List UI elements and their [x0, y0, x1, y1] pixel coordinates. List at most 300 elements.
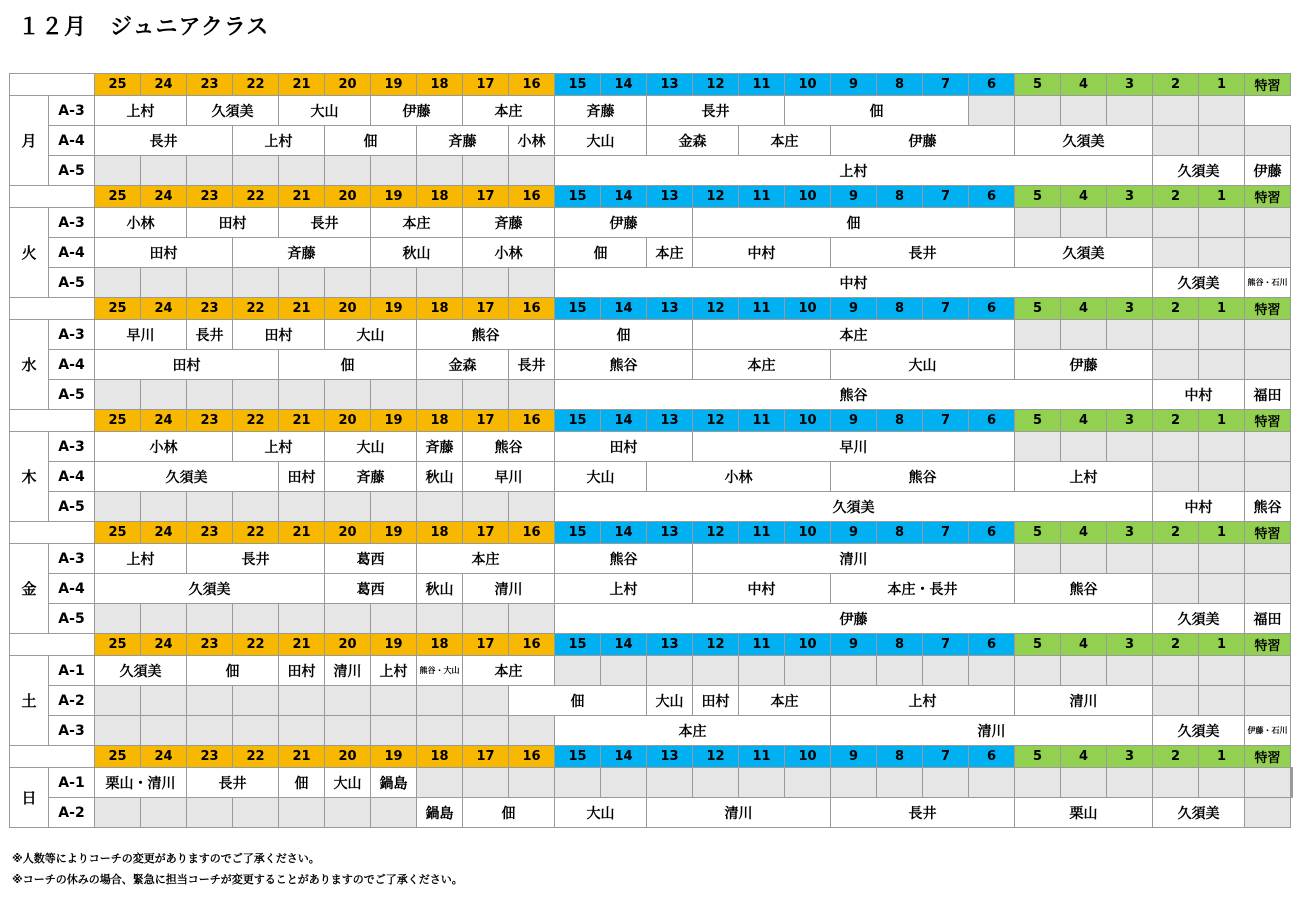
empty-cell: [141, 604, 187, 634]
empty-cell: [1199, 208, 1245, 238]
schedule-row: [10, 238, 1293, 268]
empty-cell: [1153, 574, 1199, 604]
coach-cell: 大山: [555, 462, 647, 492]
coach-cell: 中村: [693, 574, 831, 604]
coach-cell: 長井: [187, 320, 233, 350]
coach-cell: 中村: [555, 268, 1153, 298]
header-cell: 2: [1153, 634, 1199, 656]
empty-cell: [1061, 208, 1107, 238]
header-cell: 6: [969, 634, 1015, 656]
empty-cell: [1245, 768, 1291, 798]
header-cell: 8: [877, 74, 923, 96]
empty-cell: [1153, 686, 1199, 716]
empty-cell: [1199, 656, 1245, 686]
coach-cell: 葛西: [325, 544, 417, 574]
empty-cell: [1061, 768, 1107, 798]
header-cell: 12: [693, 74, 739, 96]
header-cell: 特習: [1245, 410, 1291, 432]
empty-cell: [1153, 320, 1199, 350]
header-cell: 6: [969, 522, 1015, 544]
coach-cell: 久須美: [1153, 716, 1245, 746]
empty-cell: [371, 492, 417, 522]
header-cell: 2: [1153, 746, 1199, 768]
coach-cell: 上村: [95, 544, 187, 574]
header-cell: 10: [785, 410, 831, 432]
header-cell: 4: [1061, 186, 1107, 208]
header-cell: 8: [877, 746, 923, 768]
header-cell: 21: [279, 410, 325, 432]
header-cell: 8: [877, 298, 923, 320]
coach-cell: 熊谷: [555, 350, 693, 380]
empty-cell: [509, 492, 555, 522]
header-cell: 12: [693, 634, 739, 656]
schedule-row: [10, 208, 1293, 238]
header-cell: 8: [877, 634, 923, 656]
empty-cell: [187, 492, 233, 522]
coach-cell: 小林: [95, 432, 233, 462]
header-cell: 18: [417, 186, 463, 208]
coach-cell: 長井: [831, 798, 1015, 828]
header-cell: 9: [831, 634, 877, 656]
coach-cell: 金森: [417, 350, 509, 380]
header-cell: 4: [1061, 410, 1107, 432]
header-cell: 9: [831, 522, 877, 544]
header-cell: 9: [831, 410, 877, 432]
class-label: A-5: [49, 604, 95, 634]
coach-cell: 佃: [785, 96, 969, 126]
header-cell: 12: [693, 410, 739, 432]
schedule-row: [10, 156, 1293, 186]
header-cell: 20: [325, 746, 371, 768]
header-cell: 2: [1153, 410, 1199, 432]
coach-cell: 早川: [693, 432, 1015, 462]
coach-cell: 秋山: [417, 462, 463, 492]
empty-cell: [233, 380, 279, 410]
header-cell: 5: [1015, 522, 1061, 544]
empty-cell: [969, 656, 1015, 686]
empty-cell: [1199, 462, 1245, 492]
header-row: [10, 634, 1293, 656]
header-cell: 13: [647, 74, 693, 96]
empty-cell: [969, 768, 1015, 798]
empty-cell: [1245, 208, 1291, 238]
coach-cell: 長井: [831, 238, 1015, 268]
note-line: ※コーチの休みの場合、緊急に担当コーチが変更することがありますのでご了承ください。: [12, 873, 463, 886]
schedule-row: [10, 268, 1293, 298]
coach-cell: 熊谷: [831, 462, 1015, 492]
coach-cell: 本庄: [739, 126, 831, 156]
header-blank: [10, 186, 95, 208]
header-cell: 4: [1061, 634, 1107, 656]
header-cell: 22: [233, 634, 279, 656]
coach-cell: 長井: [187, 544, 325, 574]
empty-cell: [187, 380, 233, 410]
header-row: [10, 186, 1293, 208]
coach-cell: 久須美: [187, 96, 279, 126]
coach-cell: 熊谷: [1245, 492, 1291, 522]
empty-cell: [1245, 574, 1291, 604]
coach-cell: 伊藤: [1245, 156, 1291, 186]
coach-cell: 佃: [463, 798, 555, 828]
coach-cell: 田村: [279, 462, 325, 492]
header-cell: 15: [555, 634, 601, 656]
schedule-row: [10, 492, 1293, 522]
coach-cell: 長井: [279, 208, 371, 238]
header-cell: 16: [509, 410, 555, 432]
header-cell: 2: [1153, 74, 1199, 96]
coach-cell: 上村: [1015, 462, 1153, 492]
header-cell: 12: [693, 746, 739, 768]
header-cell: 25: [95, 746, 141, 768]
header-cell: 4: [1061, 298, 1107, 320]
schedule-body: [10, 74, 1293, 828]
empty-cell: [1153, 96, 1199, 126]
header-cell: 3: [1107, 634, 1153, 656]
header-row: [10, 74, 1293, 96]
empty-cell: [279, 268, 325, 298]
header-cell: 11: [739, 74, 785, 96]
coach-cell: 大山: [325, 432, 417, 462]
schedule-row: [10, 544, 1293, 574]
header-cell: 25: [95, 410, 141, 432]
empty-cell: [187, 156, 233, 186]
header-blank: [10, 746, 95, 768]
coach-cell: 熊谷・大山: [417, 656, 463, 686]
empty-cell: [1153, 656, 1199, 686]
class-label: A-4: [49, 350, 95, 380]
empty-cell: [831, 768, 877, 798]
coach-cell: 伊藤: [371, 96, 463, 126]
header-cell: 特習: [1245, 522, 1291, 544]
empty-cell: [95, 604, 141, 634]
empty-cell: [463, 380, 509, 410]
empty-cell: [233, 492, 279, 522]
empty-cell: [141, 716, 187, 746]
empty-cell: [141, 268, 187, 298]
empty-cell: [187, 686, 233, 716]
day-label: 日: [10, 768, 49, 828]
header-cell: 23: [187, 410, 233, 432]
header-cell: 22: [233, 186, 279, 208]
header-blank: [10, 634, 95, 656]
empty-cell: [1015, 768, 1061, 798]
empty-cell: [1245, 462, 1291, 492]
header-cell: 18: [417, 298, 463, 320]
header-cell: 5: [1015, 186, 1061, 208]
empty-cell: [1245, 238, 1291, 268]
empty-cell: [1245, 544, 1291, 574]
schedule-row: [10, 432, 1293, 462]
header-cell: 6: [969, 746, 1015, 768]
coach-cell: 佃: [279, 350, 417, 380]
empty-cell: [1107, 96, 1153, 126]
coach-cell: 長井: [187, 768, 279, 798]
header-cell: 8: [877, 186, 923, 208]
coach-cell: 小林: [647, 462, 831, 492]
coach-cell: 清川: [463, 574, 555, 604]
coach-cell: 小林: [463, 238, 555, 268]
empty-cell: [233, 604, 279, 634]
header-cell: 22: [233, 298, 279, 320]
empty-cell: [1245, 432, 1291, 462]
empty-cell: [187, 604, 233, 634]
empty-cell: [141, 380, 187, 410]
header-cell: 14: [601, 522, 647, 544]
header-cell: 17: [463, 634, 509, 656]
header-cell: 6: [969, 298, 1015, 320]
class-label: A-1: [49, 768, 95, 798]
header-cell: 13: [647, 410, 693, 432]
coach-cell: 大山: [325, 320, 417, 350]
empty-cell: [95, 380, 141, 410]
day-label: 金: [10, 544, 49, 634]
empty-cell: [279, 492, 325, 522]
header-cell: 21: [279, 522, 325, 544]
header-cell: 24: [141, 746, 187, 768]
header-cell: 特習: [1245, 298, 1291, 320]
header-cell: 24: [141, 298, 187, 320]
header-cell: 1: [1199, 186, 1245, 208]
coach-cell: 上村: [555, 156, 1153, 186]
header-cell: 19: [371, 746, 417, 768]
header-cell: 4: [1061, 746, 1107, 768]
coach-cell: 久須美: [1153, 798, 1245, 828]
header-cell: 10: [785, 522, 831, 544]
empty-cell: [279, 380, 325, 410]
coach-cell: 佃: [279, 768, 325, 798]
coach-cell: 久須美: [95, 462, 279, 492]
coach-cell: 伊藤: [1015, 350, 1153, 380]
empty-cell: [463, 156, 509, 186]
empty-cell: [785, 768, 831, 798]
coach-cell: 上村: [555, 574, 693, 604]
coach-cell: 鍋島: [417, 798, 463, 828]
header-cell: 23: [187, 634, 233, 656]
header-row: [10, 746, 1293, 768]
coach-cell: 熊谷・石川: [1245, 268, 1291, 298]
header-cell: 4: [1061, 74, 1107, 96]
header-cell: 1: [1199, 298, 1245, 320]
header-cell: 18: [417, 746, 463, 768]
header-cell: 23: [187, 186, 233, 208]
header-cell: 18: [417, 634, 463, 656]
header-cell: 特習: [1245, 634, 1291, 656]
day-label: 土: [10, 656, 49, 746]
header-cell: 14: [601, 298, 647, 320]
empty-cell: [95, 798, 141, 828]
empty-cell: [1153, 544, 1199, 574]
empty-cell: [1245, 798, 1291, 828]
header-cell: 17: [463, 186, 509, 208]
empty-cell: [1107, 432, 1153, 462]
header-blank: [10, 410, 95, 432]
empty-cell: [279, 604, 325, 634]
coach-cell: 伊藤: [555, 208, 693, 238]
empty-cell: [1153, 126, 1199, 156]
header-cell: 2: [1153, 298, 1199, 320]
class-label: A-5: [49, 156, 95, 186]
class-label: A-4: [49, 238, 95, 268]
empty-cell: [279, 798, 325, 828]
empty-cell: [371, 156, 417, 186]
coach-cell: 上村: [831, 686, 1015, 716]
empty-cell: [417, 268, 463, 298]
header-cell: 5: [1015, 634, 1061, 656]
coach-cell: 中村: [1153, 492, 1245, 522]
coach-cell: 金森: [647, 126, 739, 156]
empty-cell: [693, 656, 739, 686]
header-cell: 15: [555, 522, 601, 544]
empty-cell: [1061, 432, 1107, 462]
empty-cell: [877, 656, 923, 686]
empty-cell: [555, 656, 601, 686]
empty-cell: [141, 798, 187, 828]
header-cell: 16: [509, 186, 555, 208]
header-cell: 7: [923, 298, 969, 320]
header-cell: 8: [877, 522, 923, 544]
empty-cell: [325, 716, 371, 746]
coach-cell: 本庄: [463, 656, 555, 686]
empty-cell: [325, 268, 371, 298]
coach-cell: 久須美: [1153, 604, 1245, 634]
header-cell: 3: [1107, 298, 1153, 320]
empty-cell: [325, 686, 371, 716]
coach-cell: 熊谷: [555, 380, 1153, 410]
note-line: ※人数等によりコーチの変更がありますのでご了承ください。: [12, 852, 320, 865]
empty-cell: [601, 656, 647, 686]
coach-cell: 熊谷: [1015, 574, 1153, 604]
header-cell: 21: [279, 74, 325, 96]
coach-cell: 上村: [233, 432, 325, 462]
header-cell: 13: [647, 634, 693, 656]
empty-cell: [1107, 656, 1153, 686]
empty-cell: [1015, 320, 1061, 350]
header-cell: 20: [325, 634, 371, 656]
header-cell: 3: [1107, 74, 1153, 96]
header-cell: 20: [325, 298, 371, 320]
header-cell: 9: [831, 746, 877, 768]
empty-cell: [279, 686, 325, 716]
header-cell: 10: [785, 74, 831, 96]
header-cell: 1: [1199, 634, 1245, 656]
header-cell: 16: [509, 298, 555, 320]
header-cell: 25: [95, 634, 141, 656]
coach-cell: 清川: [1015, 686, 1153, 716]
header-cell: 16: [509, 746, 555, 768]
header-cell: 18: [417, 410, 463, 432]
empty-cell: [1061, 320, 1107, 350]
header-row: [10, 410, 1293, 432]
header-cell: 15: [555, 746, 601, 768]
empty-cell: [509, 268, 555, 298]
coach-cell: 上村: [95, 96, 187, 126]
coach-cell: 本庄: [693, 350, 831, 380]
empty-cell: [509, 716, 555, 746]
header-cell: 22: [233, 410, 279, 432]
empty-cell: [1199, 686, 1245, 716]
coach-cell: 栗山・清川: [95, 768, 187, 798]
header-cell: 23: [187, 298, 233, 320]
empty-cell: [923, 656, 969, 686]
header-cell: 7: [923, 634, 969, 656]
coach-cell: 伊藤: [555, 604, 1153, 634]
coach-cell: 本庄: [647, 238, 693, 268]
header-cell: 1: [1199, 410, 1245, 432]
empty-cell: [95, 686, 141, 716]
coach-cell: 長井: [647, 96, 785, 126]
empty-cell: [95, 492, 141, 522]
coach-cell: 田村: [279, 656, 325, 686]
coach-cell: 小林: [95, 208, 187, 238]
header-cell: 14: [601, 410, 647, 432]
empty-cell: [371, 716, 417, 746]
header-cell: 14: [601, 186, 647, 208]
empty-cell: [371, 380, 417, 410]
header-cell: 24: [141, 410, 187, 432]
coach-cell: 熊谷: [555, 544, 693, 574]
coach-cell: 伊藤・石川: [1245, 716, 1291, 746]
coach-cell: 中村: [1153, 380, 1245, 410]
header-cell: 15: [555, 186, 601, 208]
coach-cell: 鍋島: [371, 768, 417, 798]
header-cell: 10: [785, 634, 831, 656]
schedule-row: [10, 604, 1293, 634]
empty-cell: [417, 768, 463, 798]
header-cell: 5: [1015, 74, 1061, 96]
header-cell: 23: [187, 522, 233, 544]
coach-cell: 清川: [693, 544, 1015, 574]
schedule-row: [10, 686, 1293, 716]
header-cell: 6: [969, 74, 1015, 96]
header-cell: 22: [233, 74, 279, 96]
header-cell: 13: [647, 298, 693, 320]
header-cell: 1: [1199, 522, 1245, 544]
class-label: A-2: [49, 686, 95, 716]
class-label: A-5: [49, 492, 95, 522]
empty-cell: [187, 798, 233, 828]
empty-cell: [785, 656, 831, 686]
header-cell: 12: [693, 522, 739, 544]
empty-cell: [1153, 768, 1199, 798]
empty-cell: [1245, 126, 1291, 156]
coach-cell: 田村: [95, 350, 279, 380]
empty-cell: [1015, 208, 1061, 238]
header-cell: 4: [1061, 522, 1107, 544]
coach-cell: 田村: [187, 208, 279, 238]
header-cell: 17: [463, 522, 509, 544]
schedule-row: [10, 656, 1293, 686]
empty-cell: [233, 686, 279, 716]
coach-cell: 佃: [693, 208, 1015, 238]
empty-cell: [325, 604, 371, 634]
empty-cell: [417, 380, 463, 410]
header-cell: 25: [95, 522, 141, 544]
coach-cell: 斉藤: [325, 462, 417, 492]
empty-cell: [141, 156, 187, 186]
class-label: A-3: [49, 544, 95, 574]
header-cell: 19: [371, 186, 417, 208]
day-label: 火: [10, 208, 49, 298]
header-cell: 特習: [1245, 746, 1291, 768]
coach-cell: 斉藤: [417, 126, 509, 156]
empty-cell: [1107, 208, 1153, 238]
header-cell: 19: [371, 74, 417, 96]
header-cell: 14: [601, 746, 647, 768]
header-cell: 18: [417, 522, 463, 544]
empty-cell: [463, 268, 509, 298]
schedule-row: [10, 126, 1293, 156]
empty-cell: [1107, 320, 1153, 350]
